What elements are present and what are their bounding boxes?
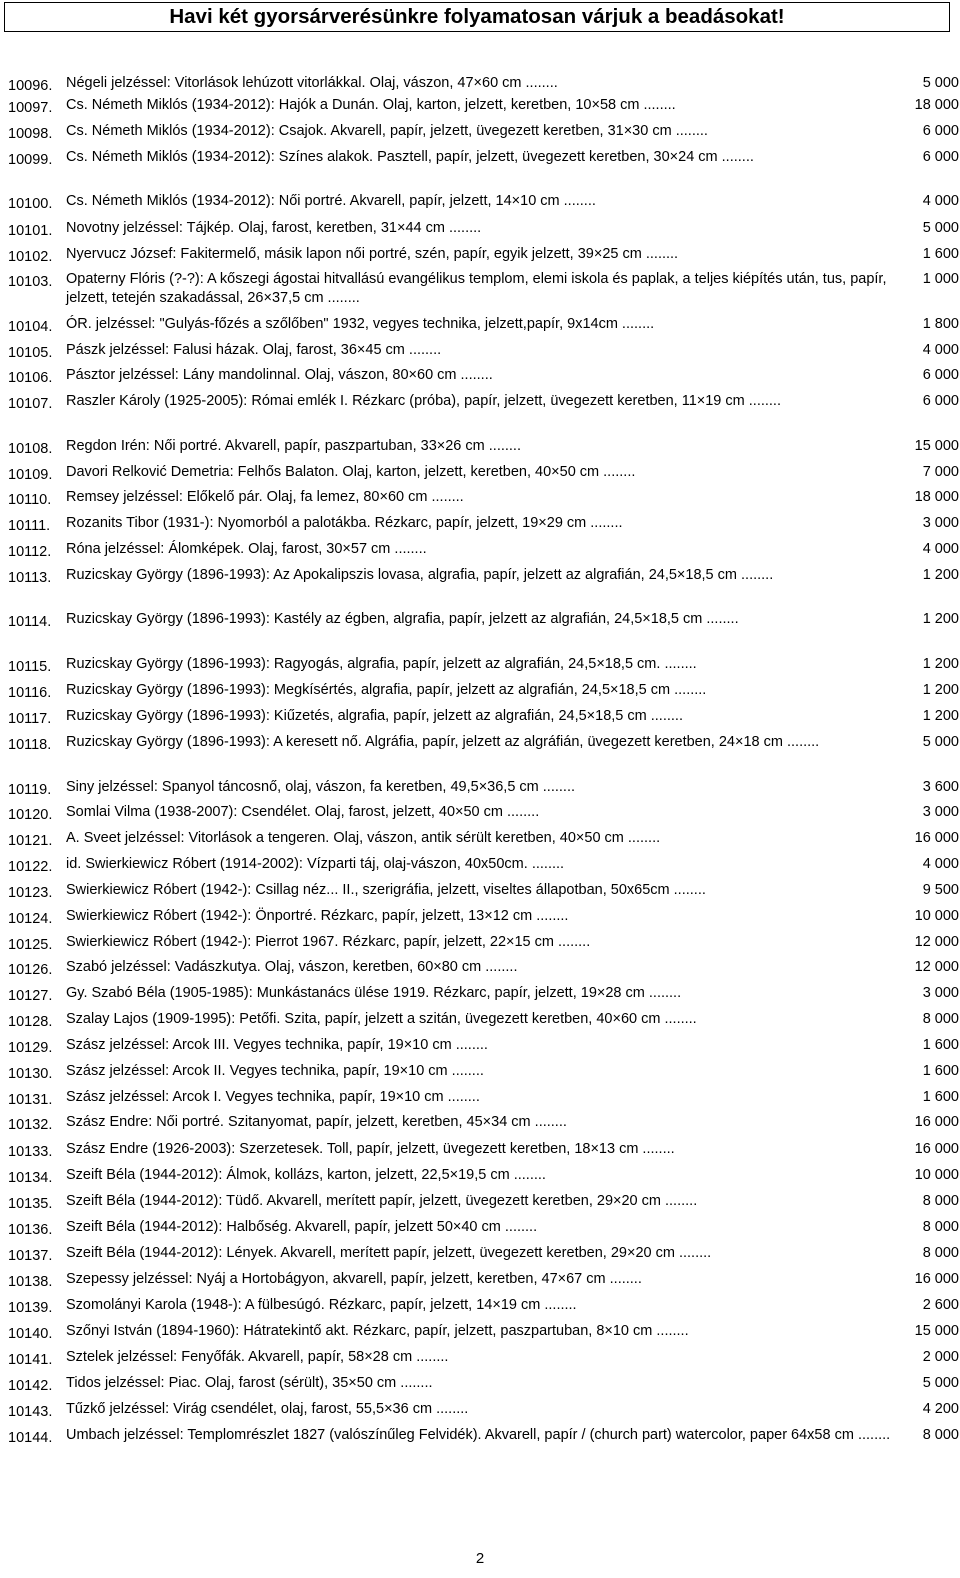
- lot-description: [66, 1010, 959, 1029]
- lot-description-text: Szalay Lajos (1909-1995): Petőfi. Szita, papír, jelzett a szitán, üvegezett keretben, 40×60 cm: [66, 1011, 661, 1027]
- leader-dots: ........: [451, 1037, 488, 1053]
- lot-description-text: Davori Relković Demetria: Felhős Balaton. Olaj, karton, jelzett, keretben, 40×50 cm: [66, 464, 600, 480]
- lot-description: [66, 1166, 959, 1185]
- lot-item: [6, 566, 959, 585]
- lot-description-text: Szeift Béla (1944-2012): Halbőség. Akvarell, papír, jelzett 50×40 cm: [66, 1219, 501, 1235]
- lot-description-text: Siny jelzéssel: Spanyol táncosnő, olaj, vászon, fa keretben, 49,5×36,5 cm: [66, 779, 539, 795]
- leader-dots: ........: [671, 123, 708, 139]
- lot-starting-price: 8 000: [922, 1193, 959, 1209]
- lot-description: [66, 192, 959, 211]
- lot-item: [6, 1348, 959, 1367]
- lot-starting-price: 3 000: [922, 985, 959, 1001]
- lot-description-text: Szász jelzéssel: Arcok I. Vegyes technika, papír, 19×10 cm: [66, 1089, 444, 1105]
- lot-description-text: Gy. Szabó Béla (1905-1985): Munkástanács ülése 1919. Rézkarc, papír, jelzett, 19×28 cm: [66, 985, 645, 1001]
- lot-number: 10107.: [8, 396, 53, 412]
- lot-description: [66, 148, 959, 167]
- lot-item: [6, 958, 959, 977]
- lot-description: [66, 681, 959, 700]
- lot-description-text: Pászk jelzéssel: Falusi házak. Olaj, farost, 36×45 cm: [66, 342, 405, 358]
- leader-dots: ........: [540, 1297, 577, 1313]
- lot-item: [6, 1270, 959, 1289]
- lot-starting-price: 1 200: [922, 656, 959, 672]
- lot-number: 10103.: [8, 274, 53, 290]
- lot-starting-price: 16 000: [914, 1271, 959, 1287]
- lot-item: [6, 122, 959, 141]
- page-number: 2: [475, 1550, 485, 1567]
- lot-number: 10102.: [8, 249, 53, 265]
- lot-item: [6, 933, 959, 952]
- lot-description-text: Tidos jelzéssel: Piac. Olaj, farost (sérült), 35×50 cm: [66, 1375, 397, 1391]
- lot-description-text: Szőnyi István (1894-1960): Hátratekintő akt. Rézkarc, papír, jelzett, paszpartuban, 8×10 cm: [66, 1323, 653, 1339]
- lot-description-text: Remsey jelzéssel: Előkelő pár. Olaj, fa lemez, 80×60 cm: [66, 489, 428, 505]
- leader-dots: ........: [717, 149, 754, 165]
- leader-dots: ........: [443, 1089, 480, 1105]
- lot-starting-price: 18 000: [914, 97, 959, 113]
- lot-description: [66, 366, 959, 385]
- lot-starting-price: 1 200: [922, 708, 959, 724]
- lot-starting-price: 6 000: [922, 149, 959, 165]
- lot-starting-price: 10 000: [914, 1167, 959, 1183]
- leader-dots: ........: [404, 342, 442, 358]
- lot-starting-price: 9 500: [922, 882, 959, 898]
- lot-number: 10118.: [8, 737, 52, 753]
- lot-number: 10100.: [8, 196, 53, 212]
- leader-dots: ........: [617, 316, 655, 332]
- leader-dots: ........: [509, 1167, 546, 1183]
- lot-item: [6, 707, 959, 726]
- lot-number: 10101.: [8, 223, 53, 239]
- lot-description: [66, 1113, 959, 1132]
- lot-starting-price: 1 600: [922, 1089, 959, 1105]
- lot-item: [6, 1374, 959, 1393]
- lot-starting-price: 8 000: [922, 1427, 959, 1443]
- lot-item: [6, 1010, 959, 1029]
- lot-description-text: Cs. Németh Miklós (1934-2012): Női portré. Akvarell, papír, jelzett, 14×10 cm: [66, 193, 560, 209]
- leader-dots: ........: [639, 97, 676, 113]
- lot-description: [66, 392, 959, 411]
- lot-starting-price: 16 000: [914, 1141, 959, 1157]
- lot-description: [66, 655, 959, 674]
- lot-description-text: Regdon Irén: Női portré. Akvarell, papír, paszpartuban, 33×26 cm: [66, 438, 485, 454]
- lot-starting-price: 8 000: [922, 1219, 959, 1235]
- leader-dots: ........: [623, 830, 661, 846]
- lot-starting-price: 6 000: [922, 393, 959, 409]
- lot-number: 10131.: [8, 1092, 53, 1108]
- lot-number: 10115.: [8, 659, 52, 675]
- leader-dots: ........: [527, 856, 565, 872]
- lot-description: [66, 1426, 959, 1445]
- lot-description-text: Ruzicskay György (1896-1993): Kiűzetés, algrafia, papír, jelzett az algrafián, 24,5×18,5 cm: [66, 708, 647, 724]
- lot-description-text: Swierkiewicz Róbert (1942-): Csillag néz... II., szerigráfia, jelzett, viseltes állapotban, 50x65cm: [66, 882, 670, 898]
- lot-item: [6, 803, 959, 822]
- leader-dots: ........: [538, 779, 576, 795]
- lot-item: [6, 219, 959, 238]
- lot-item: [6, 540, 959, 559]
- leader-dots: ........: [559, 193, 596, 209]
- lot-number: 10119.: [8, 782, 52, 798]
- lot-item: [6, 514, 959, 533]
- lot-starting-price: 1 200: [922, 682, 959, 698]
- lot-starting-price: 10 000: [914, 908, 959, 924]
- lot-description-text: Cs. Németh Miklós (1934-2012): Színes alakok. Pasztell, papír, jelzett, üvegezett keretben, 30×24 cm: [66, 149, 718, 165]
- lot-starting-price: 4 000: [922, 342, 959, 358]
- lot-description: [66, 1400, 959, 1419]
- lot-item: [6, 1140, 959, 1159]
- leader-dots: ........: [444, 220, 482, 236]
- leader-dots: ........: [390, 541, 427, 557]
- leader-dots: ........: [853, 1427, 891, 1443]
- lot-starting-price: 3 000: [922, 804, 959, 820]
- leader-dots: ........: [660, 1193, 698, 1209]
- lot-description: [66, 245, 959, 264]
- lot-number: 10116.: [8, 685, 52, 701]
- lot-number: 10104.: [8, 319, 53, 335]
- lot-description: [66, 437, 959, 456]
- lot-item: [6, 245, 959, 264]
- lot-item: [6, 1244, 959, 1263]
- lot-item: [6, 437, 959, 456]
- lot-description: [66, 829, 959, 848]
- lot-description: [66, 855, 959, 874]
- lot-description: [66, 488, 959, 507]
- lot-number: 10096.: [8, 78, 53, 94]
- lot-number: 10111.: [8, 518, 51, 534]
- leader-dots: ........: [670, 682, 707, 698]
- lot-starting-price: 1 200: [922, 611, 959, 627]
- lot-description: [66, 1296, 959, 1315]
- lot-description: [66, 778, 959, 797]
- lot-starting-price: 12 000: [914, 934, 959, 950]
- lot-starting-price: 4 000: [922, 193, 959, 209]
- lot-starting-price: 3 600: [922, 779, 959, 795]
- lot-item: [6, 829, 959, 848]
- lot-item: [6, 1218, 959, 1237]
- lot-description: [66, 984, 959, 1003]
- lot-description: [66, 270, 959, 308]
- lot-starting-price: 2 600: [922, 1297, 959, 1313]
- lot-item: [6, 148, 959, 167]
- lot-item: [6, 192, 959, 211]
- lot-starting-price: 5 000: [922, 734, 959, 750]
- lot-description-text: Szeift Béla (1944-2012): Lények. Akvarell, merített papír, jelzett, üvegezett keretben, 29×20 cm: [66, 1245, 675, 1261]
- lot-number: 10142.: [8, 1378, 53, 1394]
- lot-number: 10127.: [8, 988, 53, 1004]
- leader-dots: ........: [646, 708, 683, 724]
- lot-description-text: Novotny jelzéssel: Tájkép. Olaj, farost, keretben, 31×44 cm: [66, 220, 445, 236]
- lot-starting-price: 6 000: [922, 367, 959, 383]
- lot-description-text: Szász jelzéssel: Arcok II. Vegyes technika, papír, 19×10 cm: [66, 1063, 448, 1079]
- lot-number: 10129.: [8, 1040, 53, 1056]
- lot-description: [66, 933, 959, 952]
- lot-number: 10141.: [8, 1352, 53, 1368]
- lot-starting-price: 1 000: [922, 271, 959, 287]
- lot-item: [6, 1426, 959, 1445]
- lot-number: 10140.: [8, 1326, 53, 1342]
- lot-item: [6, 366, 959, 385]
- lot-description-text: Ruzicskay György (1896-1993): Az Apokalipszis lovasa, algrafia, papír, jelzett az algrafián, 24,5×18,5 cm: [66, 567, 737, 583]
- lot-description: [66, 1192, 959, 1211]
- lot-item: [6, 1062, 959, 1081]
- leader-dots: ........: [660, 656, 697, 672]
- lot-item: [6, 1088, 959, 1107]
- lot-description: [66, 514, 959, 533]
- leader-dots: ........: [669, 882, 706, 898]
- lot-starting-price: 12 000: [914, 959, 959, 975]
- lot-starting-price: 15 000: [914, 1323, 959, 1339]
- lot-description-text: Szeift Béla (1944-2012): Tüdő. Akvarell, merített papír, jelzett, üvegezett keretben, 29×20 cm: [66, 1193, 661, 1209]
- lot-starting-price: 1 600: [922, 1037, 959, 1053]
- lot-number: 10136.: [8, 1222, 53, 1238]
- leader-dots: ........: [674, 1245, 712, 1261]
- lot-number: 10132.: [8, 1117, 53, 1133]
- lot-number: 10125.: [8, 937, 53, 953]
- lot-item: [6, 655, 959, 674]
- lot-item: [6, 463, 959, 482]
- lot-starting-price: 8 000: [922, 1011, 959, 1027]
- leader-dots: ........: [532, 908, 569, 924]
- lot-number: 10098.: [8, 126, 53, 142]
- lot-number: 10097.: [8, 100, 53, 116]
- lot-description-text: Pásztor jelzéssel: Lány mandolinnal. Olaj, vászon, 80×60 cm: [66, 367, 457, 383]
- leader-dots: ........: [702, 611, 739, 627]
- lot-starting-price: 1 800: [922, 316, 959, 332]
- lot-starting-price: 1 200: [922, 567, 959, 583]
- lot-description-text: Umbach jelzéssel: Templomrészlet 1827 (valószínűleg Felvidék). Akvarell, papír / (church part) watercolor, paper 64x58 cm: [66, 1427, 854, 1443]
- leader-dots: ........: [660, 1011, 697, 1027]
- lot-description-text: Ruzicskay György (1896-1993): Kastély az égben, algrafia, papír, jelzett az algrafián, 24,5×18,5 cm: [66, 611, 703, 627]
- lot-description-text: ÓR. jelzéssel: "Gulyás-főzés a szőlőben" 1932, vegyes technika, jelzett,papír, 9x14cm: [66, 316, 618, 332]
- lot-number: 10113.: [8, 570, 52, 586]
- leader-dots: ........: [638, 1141, 675, 1157]
- lot-number: 10134.: [8, 1170, 53, 1186]
- lot-number: 10144.: [8, 1430, 53, 1446]
- lot-starting-price: 18 000: [914, 489, 959, 505]
- announcement-banner: Havi két gyorsárverésünkre folyamatosan várjuk a beadásokat!: [4, 2, 950, 32]
- lot-item: [6, 1113, 959, 1132]
- leader-dots: ........: [502, 804, 540, 820]
- lot-item: [6, 488, 959, 507]
- lot-description-text: Szomolányi Karola (1948-): A fülbesúgó. Rézkarc, papír, jelzett, 14×19 cm: [66, 1297, 541, 1313]
- lot-description-text: Szabó jelzéssel: Vadászkutya. Olaj, vászon, keretben, 60×80 cm: [66, 959, 482, 975]
- leader-dots: ........: [553, 934, 591, 950]
- lot-item: [6, 1296, 959, 1315]
- leader-dots: ........: [744, 393, 781, 409]
- lot-description: [66, 958, 959, 977]
- lot-description-text: Szász Endre: Női portré. Szitanyomat, papír, jelzett, keretben, 45×34 cm: [66, 1114, 531, 1130]
- lot-item: [6, 341, 959, 360]
- lot-description: [66, 881, 959, 900]
- leader-dots: ........: [412, 1349, 449, 1365]
- lot-number: 10112.: [8, 544, 52, 560]
- lot-number: 10124.: [8, 911, 53, 927]
- lot-number: 10133.: [8, 1144, 53, 1160]
- leader-dots: ........: [447, 1063, 484, 1079]
- lot-number: 10120.: [8, 807, 53, 823]
- lot-description-text: Nyervucz József: Fakitermelő, másik lapon női portré, szén, papír, egyik jelzett, 39×25 cm: [66, 246, 642, 262]
- lot-starting-price: 7 000: [922, 464, 959, 480]
- lot-starting-price: 1 600: [922, 246, 959, 262]
- leader-dots: ........: [456, 367, 493, 383]
- lot-description-text: Swierkiewicz Róbert (1942-): Pierrot 1967. Rézkarc, papír, jelzett, 22×15 cm: [66, 934, 554, 950]
- lot-description: [66, 1322, 959, 1341]
- lot-description: [66, 1348, 959, 1367]
- lot-number: 10126.: [8, 962, 53, 978]
- leader-dots: ........: [396, 1375, 433, 1391]
- lot-description: [66, 219, 959, 238]
- lot-description: [66, 122, 959, 141]
- lot-description: [66, 803, 959, 822]
- lot-item: [6, 315, 959, 334]
- lot-number: 10135.: [8, 1196, 53, 1212]
- lot-description: [66, 1140, 959, 1159]
- lot-description: [66, 1218, 959, 1237]
- leader-dots: ........: [605, 1271, 642, 1287]
- lot-description: [66, 1374, 959, 1393]
- lot-description: [66, 1062, 959, 1081]
- lot-item: [6, 1036, 959, 1055]
- lot-description: [66, 610, 959, 629]
- lot-starting-price: 6 000: [922, 123, 959, 139]
- lot-number: 10121.: [8, 833, 53, 849]
- leader-dots: ........: [500, 1219, 538, 1235]
- lot-number: 10114.: [8, 614, 52, 630]
- lot-number: 10106.: [8, 370, 53, 386]
- lot-starting-price: 1 600: [922, 1063, 959, 1079]
- lot-starting-price: 4 000: [922, 856, 959, 872]
- lot-description-text: Ruzicskay György (1896-1993): Ragyogás, algrafia, papír, jelzett az algrafián, 24,5×18,5 cm.: [66, 656, 661, 672]
- lot-item: [6, 907, 959, 926]
- leader-dots: ........: [323, 290, 360, 306]
- lot-item: [6, 392, 959, 411]
- lot-starting-price: 16 000: [914, 830, 959, 846]
- lot-number: 10139.: [8, 1300, 53, 1316]
- lot-number: 10099.: [8, 152, 53, 168]
- lot-item: [6, 270, 959, 308]
- lot-item: [6, 1166, 959, 1185]
- lot-item: [6, 984, 959, 1003]
- lot-description-text: Swierkiewicz Róbert (1942-): Önportré. Rézkarc, papír, jelzett, 13×12 cm: [66, 908, 533, 924]
- lot-starting-price: 4 000: [922, 541, 959, 557]
- lot-item: [6, 1192, 959, 1211]
- lot-starting-price: 16 000: [914, 1114, 959, 1130]
- lot-number: 10143.: [8, 1404, 53, 1420]
- lot-description-text: Cs. Németh Miklós (1934-2012): Hajók a Dunán. Olaj, karton, jelzett, keretben, 10×58 cm: [66, 97, 640, 113]
- lot-description: [66, 96, 959, 115]
- lot-description: [66, 74, 959, 93]
- lot-number: 10108.: [8, 441, 53, 457]
- lot-description: [66, 1088, 959, 1107]
- lot-description: [66, 566, 959, 585]
- lot-description-text: Négeli jelzéssel: Vitorlások lehúzott vitorlákkal. Olaj, vászon, 47×60 cm: [66, 75, 522, 91]
- leader-dots: ........: [644, 985, 682, 1001]
- leader-dots: ........: [599, 464, 636, 480]
- lot-description-text: Rozanits Tibor (1931-): Nyomorból a palotákba. Rézkarc, papír, jelzett, 19×29 cm: [66, 515, 587, 531]
- leader-dots: ........: [484, 438, 521, 454]
- leader-dots: ........: [481, 959, 518, 975]
- lot-starting-price: 2 000: [922, 1349, 959, 1365]
- lot-description: [66, 733, 959, 752]
- leader-dots: ........: [521, 75, 558, 91]
- leader-dots: ........: [432, 1401, 469, 1417]
- leader-dots: ........: [586, 515, 623, 531]
- lot-starting-price: 5 000: [922, 1375, 959, 1391]
- lot-number: 10117.: [8, 711, 52, 727]
- lot-description: [66, 707, 959, 726]
- lot-description: [66, 907, 959, 926]
- lot-description: [66, 341, 959, 360]
- leader-dots: ........: [641, 246, 679, 262]
- lot-number: 10130.: [8, 1066, 53, 1082]
- lot-description-text: Szász Endre (1926-2003): Szerzetesek. Toll, papír, jelzett, üvegezett keretben, 18×13 cm: [66, 1141, 639, 1157]
- lot-starting-price: 3 000: [922, 515, 959, 531]
- lot-item: [6, 1322, 959, 1341]
- lot-number: 10123.: [8, 885, 53, 901]
- lot-description: [66, 540, 959, 559]
- lot-description-text: id. Swierkiewicz Róbert (1914-2002): Vízparti táj, olaj-vászon, 40x50cm.: [66, 856, 528, 872]
- lot-description: [66, 1036, 959, 1055]
- lot-number: 10138.: [8, 1274, 53, 1290]
- lot-item: [6, 881, 959, 900]
- lot-starting-price: 5 000: [922, 75, 959, 91]
- lot-item: [6, 681, 959, 700]
- lot-starting-price: 15 000: [914, 438, 959, 454]
- lot-starting-price: 5 000: [922, 220, 959, 236]
- lot-description-text: Szeift Béla (1944-2012): Álmok, kollázs, karton, jelzett, 22,5×19,5 cm: [66, 1167, 510, 1183]
- lot-item: [6, 778, 959, 797]
- lot-item: [6, 74, 959, 93]
- lot-number: 10128.: [8, 1014, 53, 1030]
- leader-dots: ........: [530, 1114, 567, 1130]
- lot-description-text: Sztelek jelzéssel: Fenyőfák. Akvarell, papír, 58×28 cm: [66, 1349, 413, 1365]
- lot-description-text: Szepessy jelzéssel: Nyáj a Hortobágyon, akvarell, papír, jelzett, keretben, 47×67 cm: [66, 1271, 606, 1287]
- lot-number: 10137.: [8, 1248, 53, 1264]
- lot-number: 10109.: [8, 467, 53, 483]
- lot-description: [66, 463, 959, 482]
- lot-number: 10110.: [8, 492, 52, 508]
- lot-item: [6, 610, 959, 629]
- lot-description-text: Tűzkő jelzéssel: Virág csendélet, olaj, farost, 55,5×36 cm: [66, 1401, 433, 1417]
- lot-description-text: Ruzicskay György (1896-1993): Megkísértés, algrafia, papír, jelzett az algrafián, 24,5×18,5 cm: [66, 682, 671, 698]
- lot-description-text: A. Sveet jelzéssel: Vitorlások a tengeren. Olaj, vászon, antik sérült keretben, 40×50 cm: [66, 830, 624, 846]
- lot-number: 10122.: [8, 859, 53, 875]
- leader-dots: ........: [736, 567, 774, 583]
- lot-description-text: Szász jelzéssel: Arcok III. Vegyes technika, papír, 19×10 cm: [66, 1037, 452, 1053]
- leader-dots: ........: [427, 489, 464, 505]
- lot-description: [66, 1244, 959, 1263]
- lot-description: [66, 315, 959, 334]
- lot-starting-price: 8 000: [922, 1245, 959, 1261]
- lot-description-text: Raszler Károly (1925-2005): Római emlék I. Rézkarc (próba), papír, jelzett, üvegezett keretben, 11×19 cm: [66, 393, 745, 409]
- lot-item: [6, 1400, 959, 1419]
- lot-starting-price: 4 200: [922, 1401, 959, 1417]
- lot-description-text: Somlai Vilma (1938-2007): Csendélet. Olaj, farost, jelzett, 40×50 cm: [66, 804, 503, 820]
- lot-number: 10105.: [8, 345, 53, 361]
- lot-item: [6, 733, 959, 752]
- lot-item: [6, 855, 959, 874]
- leader-dots: ........: [652, 1323, 689, 1339]
- lot-description-text: Róna jelzéssel: Álomképek. Olaj, farost, 30×57 cm: [66, 541, 391, 557]
- lot-description-text: Ruzicskay György (1896-1993): A keresett nő. Algráfia, papír, jelzett az algráfián, üvegezett keretben, 24×18 cm: [66, 734, 783, 750]
- lot-description: [66, 1270, 959, 1289]
- lot-description-text: Opaterny Flóris (?-?): A kőszegi ágostai hitvallású evangélikus templom, elemi iskola és paplak, a teljes kiépítés után, tus, papír, jelzett, tetején szakadással, 26×37,5 cm: [66, 271, 887, 306]
- lot-description-text: Cs. Németh Miklós (1934-2012): Csajok. Akvarell, papír, jelzett, üvegezett keretben, 31×30 cm: [66, 123, 672, 139]
- lot-item: [6, 96, 959, 115]
- leader-dots: ........: [782, 734, 820, 750]
